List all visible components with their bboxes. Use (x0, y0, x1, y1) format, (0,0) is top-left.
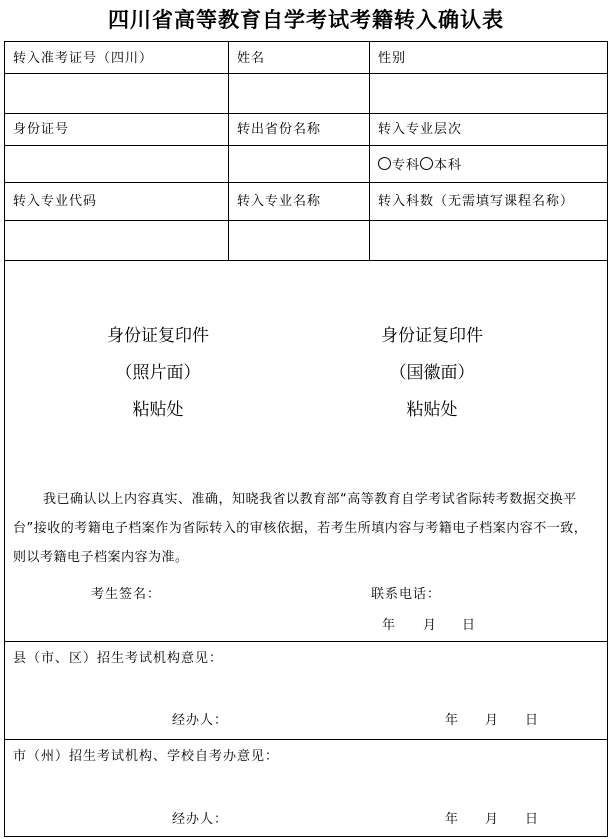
county-opinion-label: 县（市、区）招生考试机构意见： (13, 651, 224, 666)
column-divider (228, 42, 229, 260)
county-day: 日 (525, 713, 540, 728)
gender-field[interactable] (371, 75, 607, 112)
county-handler-label: 经办人： (172, 713, 229, 728)
name-label: 姓名 (237, 51, 266, 66)
row-divider (5, 73, 607, 74)
major-code-field[interactable] (6, 222, 227, 259)
radio-circle-icon[interactable] (378, 157, 391, 170)
id-photo-paste-area (33, 318, 283, 429)
major-level-options (378, 154, 462, 173)
row-divider (5, 739, 607, 740)
page-title: 四川省高等教育自学考试考籍转入确认表 (108, 8, 504, 32)
declaration-text: 我已确认以上内容真实、准确，知晓我省以教育部“高等教育自学考试省际转考数据交换平台”接收的考籍电子档案作为省际转入的审核依据，若考生所填内容与考籍电子档案内容不一致，则以考籍电子档案内容为准。 (13, 492, 588, 565)
paste-side: （国徽面） (389, 363, 475, 383)
county-year: 年 (445, 713, 460, 728)
student-id-label: 转入准考证号（四川） (13, 51, 154, 66)
column-divider (369, 42, 370, 260)
contact-phone-label: 联系电话： (371, 587, 442, 602)
paste-here: 粘贴处 (406, 400, 458, 420)
student-id-field[interactable] (6, 75, 227, 112)
paste-side: （照片面） (115, 363, 201, 383)
major-name-label: 转入专业名称 (237, 194, 322, 209)
id-card-field[interactable] (6, 147, 227, 181)
level-option-junior[interactable] (378, 154, 420, 173)
row-divider (5, 641, 607, 642)
confirmation-form (4, 41, 608, 837)
level-option-bachelor[interactable] (420, 154, 462, 173)
city-year: 年 (445, 812, 460, 827)
city-opinion-label: 市（州）招生考试机构、学校自考办意见： (13, 749, 280, 764)
level-option-label: 本科 (434, 158, 463, 173)
major-level-label: 转入专业层次 (378, 122, 463, 137)
row-divider (5, 260, 607, 261)
course-count-label: 转入科数（无需填写课程名称） (378, 194, 575, 209)
major-name-field[interactable] (230, 222, 368, 259)
city-handler-label: 经办人： (172, 812, 229, 827)
gender-label: 性别 (378, 51, 407, 66)
id-emblem-paste-area (307, 318, 557, 429)
city-day: 日 (525, 812, 540, 827)
course-count-field[interactable] (371, 222, 607, 259)
signature-year: 年 (382, 618, 397, 633)
student-signature-label: 考生签名： (91, 587, 162, 602)
signature-month: 月 (423, 618, 438, 633)
row-divider (5, 113, 607, 114)
radio-circle-icon[interactable] (420, 157, 433, 170)
row-divider (5, 145, 607, 146)
paste-here: 粘贴处 (132, 400, 184, 420)
source-province-label: 转出省份名称 (237, 122, 322, 137)
row-divider (5, 220, 607, 221)
signature-day: 日 (462, 618, 477, 633)
paste-title: 身份证复印件 (381, 326, 483, 346)
source-province-field[interactable] (230, 147, 368, 181)
row-divider (5, 182, 607, 183)
paste-title: 身份证复印件 (107, 326, 209, 346)
name-field[interactable] (230, 75, 368, 112)
county-month: 月 (485, 713, 500, 728)
city-month: 月 (485, 812, 500, 827)
major-code-label: 转入专业代码 (13, 194, 98, 209)
level-option-label: 专科 (392, 158, 421, 173)
id-card-label: 身份证号 (13, 122, 70, 137)
